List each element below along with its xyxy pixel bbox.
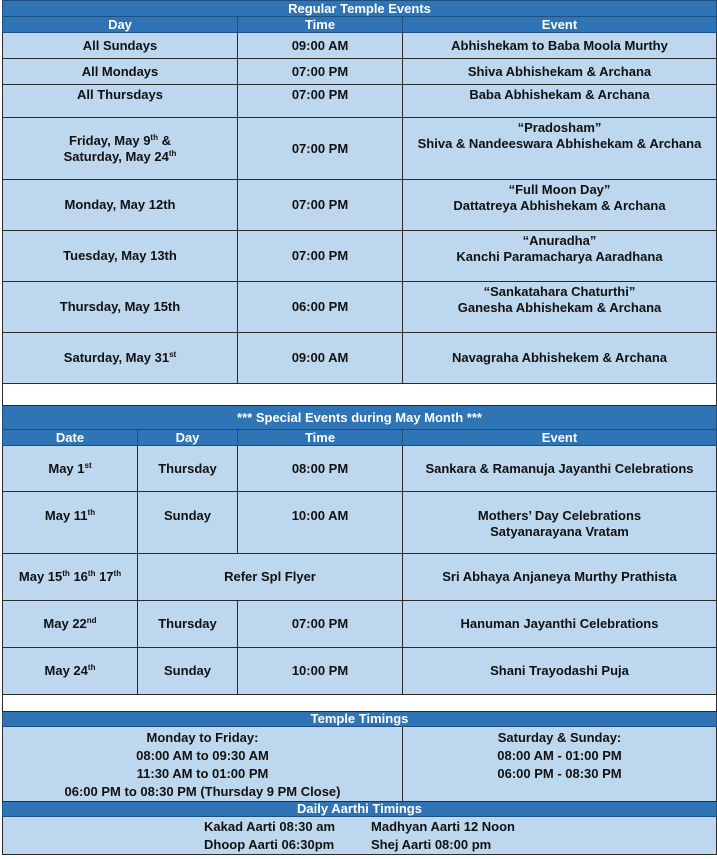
spacer-cell	[3, 695, 717, 712]
ordinal-suffix: th	[168, 148, 177, 158]
event-occasion: “Anuradha”	[522, 233, 597, 248]
events-sheet	[2, 0, 717, 855]
event-time: 10:00 AM	[238, 492, 403, 554]
regular-header-time: Time	[238, 17, 403, 33]
event-time: 07:00 PM	[238, 118, 403, 180]
table-row	[3, 554, 717, 601]
aarthi-entry: Madhyan Aarti 12 Noon	[371, 818, 515, 834]
table-row	[3, 282, 717, 333]
event-name	[403, 180, 717, 231]
event-date	[3, 601, 138, 648]
event-day-part: Friday, May 9	[69, 132, 151, 148]
event-time: 07:00 PM	[238, 59, 403, 85]
weekday-timings	[3, 727, 403, 802]
table-row	[3, 33, 717, 59]
event-time: 07:00 PM	[238, 180, 403, 231]
aarthi-timings-title: Daily Aarthi Timings	[3, 802, 717, 817]
event-name: Sankara & Ramanuja Jayanthi Celebrations	[403, 446, 717, 492]
event-name: Shani Trayodashi Puja	[403, 648, 717, 695]
event-date	[3, 446, 138, 492]
table-row	[3, 118, 717, 180]
table-row	[3, 85, 717, 118]
table-row	[3, 492, 717, 554]
regular-header-day: Day	[3, 17, 238, 33]
temple-timings-title: Temple Timings	[3, 712, 717, 727]
event-date-part: May 24	[44, 663, 88, 678]
event-day: Monday, May 12th	[3, 180, 238, 231]
event-day: Tuesday, May 13th	[3, 231, 238, 282]
timing-slot: 08:00 AM to 09:30 AM	[136, 748, 269, 763]
timing-slot: 11:30 AM to 01:00 PM	[136, 766, 269, 781]
event-occasion: “Pradosham”	[517, 120, 602, 135]
aarthi-grid	[6, 818, 713, 854]
event-name: Navagraha Abhishekem & Archana	[403, 333, 717, 384]
weekend-label: Saturday & Sunday:	[497, 730, 622, 745]
special-events-title: *** Special Events during May Month ***	[3, 406, 717, 430]
aarthi-entry: Dhoop Aarti 06:30pm	[203, 836, 335, 852]
timing-slot: 06:00 PM - 08:30 PM	[497, 766, 622, 781]
event-day: Sunday	[138, 492, 238, 554]
event-name: Abhishekam to Baba Moola Murthy	[403, 33, 717, 59]
event-day: All Sundays	[3, 33, 238, 59]
event-day: All Thursdays	[3, 85, 238, 118]
aarthi-row	[3, 817, 717, 855]
event-note: Refer Spl Flyer	[138, 554, 403, 601]
event-day	[3, 118, 238, 180]
event-date-part: May 15	[18, 569, 63, 584]
event-day-part: &	[157, 132, 171, 148]
event-time: 08:00 PM	[238, 446, 403, 492]
event-date	[3, 492, 138, 554]
event-day: All Mondays	[3, 59, 238, 85]
event-name: Sri Abhaya Anjaneya Murthy Prathista	[403, 554, 717, 601]
timing-slot: 08:00 AM - 01:00 PM	[497, 748, 622, 763]
ordinal-suffix: th	[150, 132, 158, 142]
event-name: Baba Abhishekam & Archana	[403, 85, 717, 118]
regular-header-event: Event	[403, 17, 717, 33]
special-header-time: Time	[238, 430, 403, 446]
event-ritual: Ganesha Abhishekam & Archana	[457, 300, 662, 315]
event-date-part: May 11	[44, 508, 88, 523]
event-day: Sunday	[138, 648, 238, 695]
regular-title-row	[3, 1, 717, 17]
table-row	[3, 446, 717, 492]
table-row	[3, 180, 717, 231]
timing-slot: 06:00 PM to 08:30 PM (Thursday 9 PM Close)	[64, 784, 341, 799]
special-header-row	[3, 430, 717, 446]
event-name	[403, 492, 717, 554]
event-day	[3, 333, 238, 384]
ordinal-suffix: th	[62, 569, 70, 578]
event-ritual: Shiva & Nandeeswara Abhishekam & Archana	[417, 136, 702, 151]
event-date-part: May 1	[48, 460, 85, 476]
event-date	[3, 648, 138, 695]
event-time: 10:00 PM	[238, 648, 403, 695]
event-time: 07:00 PM	[238, 85, 403, 118]
event-day-part: Saturday, May 31	[63, 350, 170, 365]
event-time: 09:00 AM	[238, 333, 403, 384]
weekday-label: Monday to Friday:	[146, 730, 259, 745]
aarthi-entry: Kakad Aarti 08:30 am	[203, 818, 336, 834]
event-name	[403, 282, 717, 333]
special-header-event: Event	[403, 430, 717, 446]
aarthi-timings	[3, 817, 717, 855]
event-time: 09:00 AM	[238, 33, 403, 59]
event-ritual: Dattatreya Abhishekam & Archana	[453, 198, 666, 213]
ordinal-suffix: th	[87, 508, 96, 517]
event-date	[3, 554, 138, 601]
event-name: Shiva Abhishekam & Archana	[403, 59, 717, 85]
weekend-timings	[403, 727, 717, 802]
special-title-row	[3, 406, 717, 430]
ordinal-suffix: st	[84, 460, 92, 470]
aarthi-title-row	[3, 802, 717, 817]
event-day: Thursday, May 15th	[3, 282, 238, 333]
event-occasion: Mothers’ Day Celebrations	[477, 508, 642, 523]
event-date-part: 16	[69, 569, 88, 584]
ordinal-suffix: st	[169, 350, 177, 359]
spacer-cell	[3, 384, 717, 406]
aarthi-left-column	[204, 818, 335, 854]
ordinal-suffix: th	[87, 663, 96, 672]
table-row	[3, 231, 717, 282]
table-row	[3, 601, 717, 648]
event-date-part: May 22	[43, 616, 87, 631]
event-name	[403, 118, 717, 180]
table-row	[3, 333, 717, 384]
regular-events-title: Regular Temple Events	[3, 1, 717, 17]
regular-header-row	[3, 17, 717, 33]
aarthi-entry: Shej Aarti 08:00 pm	[371, 836, 492, 852]
aarthi-right-column	[371, 818, 515, 854]
table-row	[3, 59, 717, 85]
event-date-part: 17	[95, 569, 114, 584]
section-spacer	[3, 384, 717, 406]
event-ritual: Kanchi Paramacharya Aaradhana	[456, 249, 663, 264]
event-name: Hanuman Jayanthi Celebrations	[403, 601, 717, 648]
event-day: Thursday	[138, 446, 238, 492]
event-ritual: Satyanarayana Vratam	[490, 524, 629, 539]
event-day: Thursday	[138, 601, 238, 648]
event-name	[403, 231, 717, 282]
timings-title-row	[3, 712, 717, 727]
section-spacer	[3, 695, 717, 712]
special-header-day: Day	[138, 430, 238, 446]
event-time: 06:00 PM	[238, 282, 403, 333]
event-day-part: Saturday, May 24	[63, 148, 169, 164]
timings-row	[3, 727, 717, 802]
event-time: 07:00 PM	[238, 601, 403, 648]
event-time: 07:00 PM	[238, 231, 403, 282]
event-occasion: “Sankatahara Chaturthi”	[483, 284, 636, 299]
special-header-date: Date	[3, 430, 138, 446]
ordinal-suffix: nd	[86, 616, 97, 625]
event-occasion: “Full Moon Day”	[508, 182, 611, 197]
ordinal-suffix: th	[113, 569, 122, 578]
ordinal-suffix: th	[87, 569, 96, 578]
table-row	[3, 648, 717, 695]
